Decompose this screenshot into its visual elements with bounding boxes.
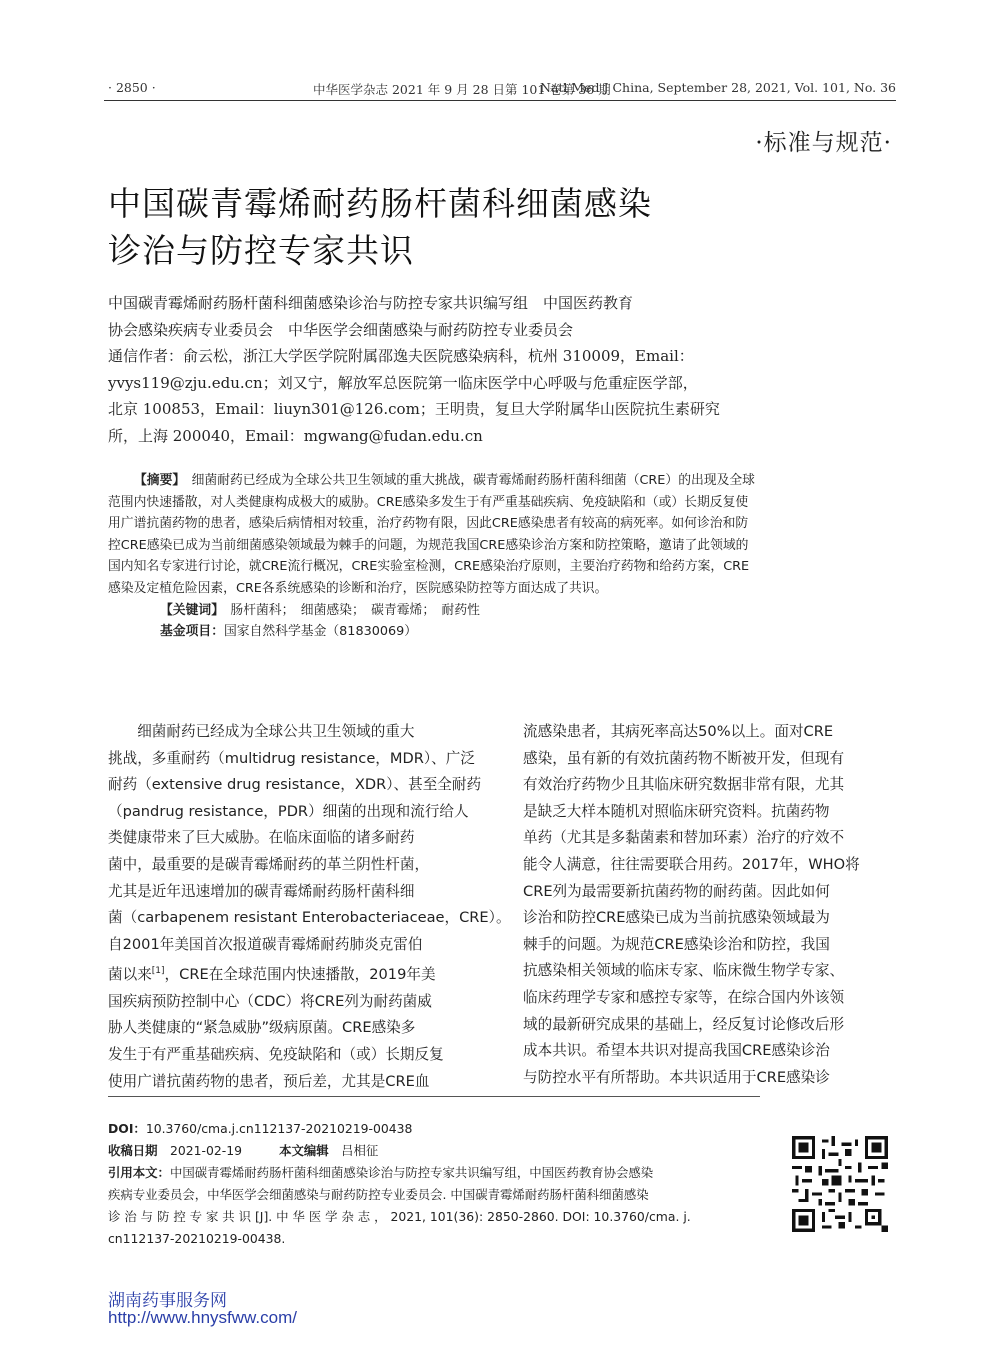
cite-text: 中国碳青霉烯耐药肠杆菌科细菌感染诊治与防控专家共识编写组，中国医药教育协会感染: [169, 1165, 654, 1180]
body-line: 胁人类健康的“紧急威胁”级病原菌。CRE感染多: [108, 1019, 416, 1037]
body-line: 成本共识。希望本共识对提高我国CRE感染诊治: [523, 1042, 830, 1060]
body-line: 菌以来[1]，CRE在全球范围内快速播散，2019年美: [108, 966, 436, 984]
body-line: 是缺乏大样本随机对照临床研究资料。抗菌药物: [523, 802, 830, 820]
author-line: 所，上海 200040，Email：mgwang@fudan.edu.cn: [108, 426, 483, 445]
body-line: 类健康带来了巨大威胁。在临床面临的诸多耐药: [108, 829, 415, 847]
author-line: yvys119@zju.edu.cn；刘又宁，解放军总医院第一临床医学中心呼吸与危重症医学部，: [108, 373, 698, 392]
received-date: 2021-02-19: [169, 1143, 242, 1158]
body-line: （pandrug resistance，PDR）细菌的出现和流行给人: [108, 802, 469, 820]
citation-ref[interactable]: [1]: [151, 966, 165, 977]
body-line: 使用广谱抗菌药物的患者，预后差，尤其是CRE血: [108, 1072, 430, 1090]
abstract-label: 【摘要】: [134, 473, 179, 488]
body-line: 诊治和防控CRE感染已成为当前抗感染领域最为: [523, 909, 830, 927]
body-line: 国疾病预防控制中心（CDC）将CRE列为耐药菌威: [108, 992, 432, 1010]
fund: 国家自然科学基金（81830069）: [223, 624, 418, 640]
body-line: 抗感染相关领域的临床专家、临床微生物学专家、: [523, 962, 845, 980]
journal-info-en: Natl Med J China, September 28, 2021, Vol. 101, No. 36: [539, 80, 896, 95]
author-line: 协会感染疾病专业委员会 中华医学会细菌感染与耐药防控专业委员会: [108, 320, 574, 339]
received-line: [108, 1140, 772, 1162]
cite-label: 引用本文：: [108, 1165, 170, 1180]
authors-block: [108, 290, 756, 449]
body-line: 单药（尤其是多黏菌素和替加环素）治疗的疗效不: [523, 829, 845, 847]
author-line: 中国碳青霉烯耐药肠杆菌科细菌感染诊治与防控专家共识编写组 中国医药教育: [108, 294, 634, 312]
abstract-text: 细菌耐药已经成为全球公共卫生领域的重大挑战，碳青霉烯耐药肠杆菌科细菌（CRE）的出现及全球范围内快速播散，对人类健康构成极大的威胁。CRE感染多发生于有严重基础疾病、免疫缺陷和（或）长期反复使用广谱抗菌药物的患者，感染后病情相对较重，治疗药物有限，因此CRE感染患者有较高的病死率。如何诊治和防控CRE感染已成为当前细菌感染领域最为棘手的问题，为规范我国CRE感染诊治方案和防控策略，邀请了此领域的国内知名专家进行讨论，就CRE流行概况，CRE实验室检测，CRE感染治疗原则，主要治疗药物和给药方案，CRE感染及定植危险因素，CRE各系统感染的诊断和治疗，医院感染防控等方面达成了共识。: [108, 473, 755, 596]
header-rule: [104, 100, 896, 101]
editor: 吕相征: [341, 1143, 379, 1158]
body-line: 有效治疗药物少且其临床研究数据非常有限，尤其: [523, 776, 845, 794]
body-line: 感染，虽有新的有效抗菌药物不断被开发，但现有: [523, 749, 845, 767]
received-label: 收稿日期: [108, 1143, 158, 1158]
body-line: CRE列为最需要新抗菌药物的耐药菌。因此如何: [523, 882, 830, 900]
fund-label: 基金项目：: [160, 624, 224, 640]
body-line: 发生于有严重基础疾病、免疫缺陷和（或）长期反复: [108, 1045, 444, 1063]
author-line: 北京 100853，Email：liuyn301@126.com；王明贵，复旦大学附属华山医院抗生素研究: [108, 400, 720, 418]
body-line: 域的最新研究成果的基础上，经反复讨论修改后形: [523, 1015, 845, 1033]
body-line: 菌（carbapenem resistant Enterobacteriaceae，CRE）。: [108, 909, 511, 927]
body-left-column: [108, 719, 511, 1095]
keywords: 肠杆菌科； 细菌感染； 碳青霉烯； 耐药性: [230, 602, 480, 618]
title-line: 中国碳青霉烯耐药肠杆菌科细菌感染: [108, 184, 652, 223]
doi[interactable]: 10.3760/cma.j.cn112137-20210219-00438: [145, 1121, 413, 1136]
watermark-url[interactable]: http://www.hnysfww.com/: [108, 1308, 297, 1327]
cite-line: [108, 1162, 772, 1184]
watermark-site-name: 湖南药事服务网: [108, 1291, 227, 1310]
page-number: · 2850 ·: [108, 80, 156, 95]
article-title: [108, 180, 652, 274]
keywords-line: [108, 600, 756, 622]
body-line: 菌中，最重要的是碳青霉烯耐药的革兰阴性杆菌，: [108, 855, 430, 873]
qr-code[interactable]: [792, 1136, 888, 1232]
body-line: 流感染患者，其病死率高达50%以上。面对CRE: [523, 723, 834, 740]
title-line: 诊治与防控专家共识: [108, 231, 414, 270]
body-line: 自2001年美国首次报道碳青霉烯耐药肺炎克雷伯: [108, 935, 423, 953]
author-line: 通信作者：俞云松，浙江大学医学院附属邵逸夫医院感染病科，杭州 310009，Email：: [108, 347, 694, 365]
editor-label: 本文编辑: [279, 1143, 329, 1158]
fund-line: [108, 621, 756, 643]
cite-line: 诊 治 与 防 控 专 家 共 识 [J]. 中 华 医 学 杂 志 ， 2021, 101(36): 2850-2860. DOI: 10.3760/cma. j.: [108, 1209, 691, 1224]
footer-block: [108, 1118, 772, 1250]
body-right-column: [523, 719, 893, 1091]
section-tag: ·标准与规范·: [755, 130, 892, 156]
body-line: 尤其是近年迅速增加的碳青霉烯耐药肠杆菌科细: [108, 882, 415, 900]
abstract-paragraph: [108, 470, 756, 600]
body-line: 能令人满意，往往需要联合用药。2017年，WHO将: [523, 855, 860, 873]
cite-line: 疾病专业委员会，中华医学会细菌感染与耐药防控专业委员会. 中国碳青霉烯耐药肠杆菌科细菌感染: [108, 1187, 649, 1202]
keywords-label: 【关键词】: [160, 602, 218, 618]
footer-rule: [108, 1096, 760, 1097]
body-line: 棘手的问题。为规范CRE感染诊治和防控，我国: [523, 935, 830, 953]
abstract-block: [108, 470, 756, 643]
body-line: 细菌耐药已经成为全球公共卫生领域的重大: [108, 723, 415, 740]
body-line: 与防控水平有所帮助。本共识适用于CRE感染诊: [523, 1068, 830, 1086]
cite-line: cn112137-20210219-00438.: [108, 1231, 286, 1246]
body-line: 挑战，多重耐药（multidrug resistance，MDR）、广泛: [108, 749, 475, 767]
doi-label: DOI：: [108, 1121, 146, 1136]
journal-info-cn: 中华医学杂志 2021 年 9 月 28 日第 101 卷第 36 期: [313, 82, 611, 97]
body-line: 耐药（extensive drug resistance，XDR）、甚至全耐药: [108, 776, 482, 794]
body-line: 临床药理学专家和感控专家等，在综合国内外该领: [523, 988, 845, 1006]
doi-line: [108, 1118, 772, 1140]
